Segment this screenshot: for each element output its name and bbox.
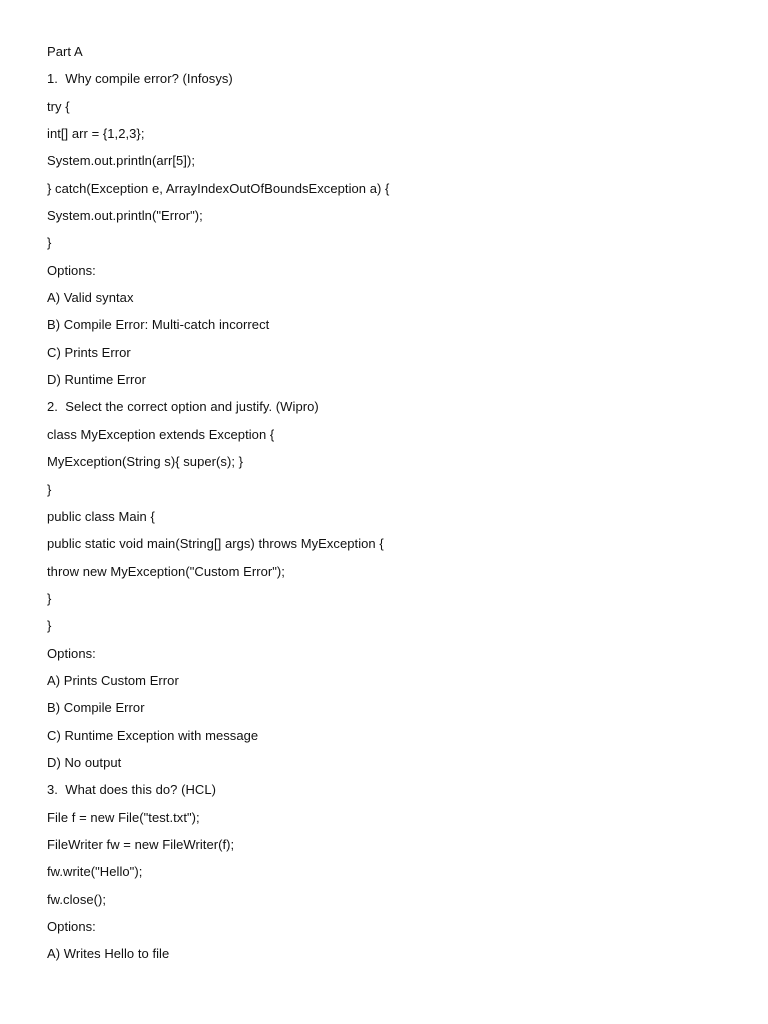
code-line: } catch(Exception e, ArrayIndexOutOfBoundsException a) { bbox=[47, 180, 390, 196]
option-line: B) Compile Error: Multi-catch incorrect bbox=[47, 317, 270, 333]
code-line: System.out.println(arr[5]); bbox=[47, 153, 196, 169]
option-line: C) Prints Error bbox=[47, 344, 131, 360]
question-2-title: 2. Select the correct option and justify. (Wipro) bbox=[47, 399, 319, 415]
code-line: } bbox=[47, 235, 52, 251]
code-line: fw.write("Hello"); bbox=[47, 864, 143, 880]
code-line: File f = new File("test.txt"); bbox=[47, 809, 200, 825]
options-label: Options: bbox=[47, 262, 96, 278]
option-line: C) Runtime Exception with message bbox=[47, 727, 259, 743]
code-line: } bbox=[47, 618, 52, 634]
code-line: MyException(String s){ super(s); } bbox=[47, 454, 244, 470]
code-line: throw new MyException("Custom Error"); bbox=[47, 563, 285, 579]
option-line: D) No output bbox=[47, 754, 122, 770]
section-heading: Part A bbox=[47, 44, 83, 59]
option-line: D) Runtime Error bbox=[47, 372, 147, 388]
code-line: fw.close(); bbox=[47, 891, 107, 907]
code-line: try { bbox=[47, 98, 70, 114]
options-label: Options: bbox=[47, 645, 96, 661]
option-line: B) Compile Error bbox=[47, 700, 145, 716]
option-line: A) Prints Custom Error bbox=[47, 672, 179, 688]
code-line: public class Main { bbox=[47, 508, 155, 524]
code-line: int[] arr = {1,2,3}; bbox=[47, 126, 145, 142]
code-line: } bbox=[47, 481, 52, 497]
code-line: System.out.println("Error"); bbox=[47, 208, 203, 224]
code-line: } bbox=[47, 590, 52, 606]
option-line: A) Valid syntax bbox=[47, 290, 134, 306]
option-line: A) Writes Hello to file bbox=[47, 946, 170, 962]
code-line: class MyException extends Exception { bbox=[47, 426, 275, 442]
options-label: Options: bbox=[47, 919, 96, 934]
question-3-title: 3. What does this do? (HCL) bbox=[47, 782, 217, 798]
document-page bbox=[47, 44, 727, 974]
code-line: public static void main(String[] args) throws MyException { bbox=[47, 536, 384, 552]
code-line: FileWriter fw = new FileWriter(f); bbox=[47, 836, 235, 852]
question-1-title: 1. Why compile error? (Infosys) bbox=[47, 71, 233, 87]
